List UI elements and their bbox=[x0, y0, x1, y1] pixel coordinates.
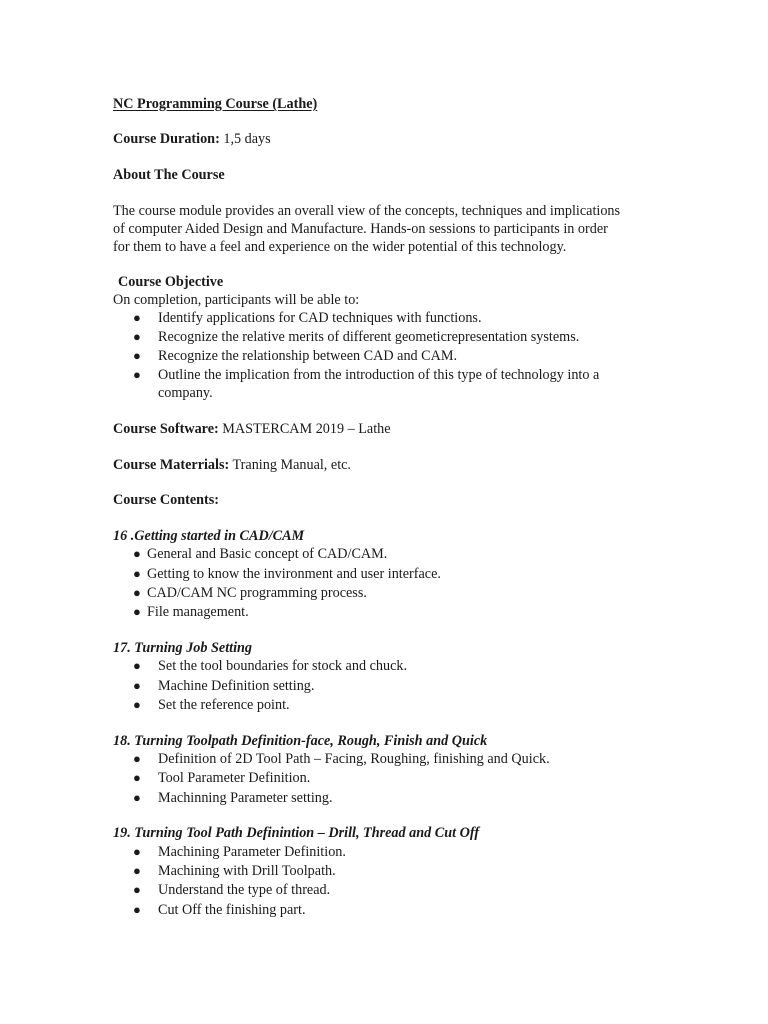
list-item-text: General and Basic concept of CAD/CAM. bbox=[147, 546, 388, 562]
list-item bbox=[133, 789, 333, 808]
list-item-text: Recognize the relative merits of different geometicrepresentation systems. bbox=[158, 329, 580, 345]
list-item bbox=[133, 328, 580, 347]
list-item-text: Outline the implication from the introduction of this type of technology into a bbox=[158, 367, 600, 383]
section-heading-19: 19. Turning Tool Path Definintion – Drill, Thread and Cut Off bbox=[113, 825, 480, 841]
list-item-continuation: company. bbox=[158, 385, 213, 401]
list-item-text: Machining Parameter Definition. bbox=[158, 844, 346, 860]
bullet-icon: ● bbox=[133, 790, 141, 805]
about-line-3: for them to have a feel and experience on the wider potential of this technology. bbox=[113, 239, 567, 255]
list-item-text: Machine Definition setting. bbox=[158, 678, 315, 694]
list-item bbox=[133, 750, 550, 769]
course-materials-label: Course Materrials: bbox=[113, 457, 230, 473]
list-item-text: File management. bbox=[147, 604, 249, 620]
list-item bbox=[133, 862, 336, 881]
list-item bbox=[133, 366, 600, 385]
bullet-icon: ● bbox=[133, 367, 141, 382]
list-item-text: Recognize the relationship between CAD and CAM. bbox=[158, 348, 458, 364]
list-item bbox=[133, 565, 441, 584]
list-item-text: Machining with Drill Toolpath. bbox=[158, 863, 336, 879]
bullet-icon: ● bbox=[133, 566, 141, 581]
objective-intro: On completion, participants will be able to: bbox=[113, 292, 360, 308]
list-item-text: CAD/CAM NC programming process. bbox=[147, 585, 367, 601]
list-item-text: Tool Parameter Definition. bbox=[158, 770, 311, 786]
bullet-icon: ● bbox=[133, 585, 141, 600]
about-line-1: The course module provides an overall view of the concepts, techniques and implications bbox=[113, 203, 621, 219]
list-item bbox=[133, 603, 249, 622]
list-item-text: Set the tool boundaries for stock and chuck. bbox=[158, 658, 408, 674]
about-line-2: of computer Aided Design and Manufacture. Hands-on sessions to participants in order bbox=[113, 221, 608, 237]
course-duration-value: 1,5 days bbox=[219, 131, 271, 147]
course-materials-value: Traning Manual, etc. bbox=[229, 457, 351, 473]
course-materials bbox=[113, 456, 351, 475]
course-software-value: MASTERCAM 2019 – Lathe bbox=[218, 421, 391, 437]
list-item bbox=[133, 657, 408, 676]
list-item-text: Cut Off the finishing part. bbox=[158, 902, 306, 918]
bullet-icon: ● bbox=[133, 844, 141, 859]
list-item-text: Getting to know the invironment and user interface. bbox=[147, 566, 441, 582]
bullet-icon: ● bbox=[133, 329, 141, 344]
bullet-icon: ● bbox=[133, 658, 141, 673]
section-heading-16: 16 .Getting started in CAD/CAM bbox=[113, 528, 305, 544]
contents-heading: Course Contents: bbox=[113, 492, 220, 508]
bullet-icon: ● bbox=[133, 678, 141, 693]
bullet-icon: ● bbox=[133, 770, 141, 785]
list-item bbox=[133, 309, 482, 328]
list-item-text: Understand the type of thread. bbox=[158, 882, 331, 898]
list-item-text: Definition of 2D Tool Path – Facing, Roughing, finishing and Quick. bbox=[158, 751, 550, 767]
list-item bbox=[133, 901, 306, 920]
bullet-icon: ● bbox=[133, 604, 141, 619]
list-item-text: Identify applications for CAD techniques with functions. bbox=[158, 310, 482, 326]
document-title: NC Programming Course (Lathe) bbox=[113, 96, 318, 112]
objective-heading: Course Objective bbox=[118, 274, 224, 290]
list-item bbox=[133, 881, 331, 900]
bullet-icon: ● bbox=[133, 751, 141, 766]
list-item-text: Set the reference point. bbox=[158, 697, 290, 713]
bullet-icon: ● bbox=[133, 310, 141, 325]
about-heading: About The Course bbox=[113, 167, 225, 183]
list-item bbox=[133, 677, 315, 696]
list-item bbox=[133, 696, 290, 715]
bullet-icon: ● bbox=[133, 546, 141, 561]
bullet-icon: ● bbox=[133, 863, 141, 878]
course-duration bbox=[113, 130, 271, 149]
section-heading-17: 17. Turning Job Setting bbox=[113, 640, 253, 656]
list-item bbox=[133, 347, 458, 366]
bullet-icon: ● bbox=[133, 348, 141, 363]
list-item bbox=[133, 843, 346, 862]
section-heading-18: 18. Turning Toolpath Definition-face, Rough, Finish and Quick bbox=[113, 733, 488, 749]
list-item bbox=[133, 584, 367, 603]
course-duration-label: Course Duration: bbox=[113, 131, 220, 147]
bullet-icon: ● bbox=[133, 697, 141, 712]
course-software-label: Course Software: bbox=[113, 421, 219, 437]
course-software bbox=[113, 420, 391, 439]
list-item-text: Machinning Parameter setting. bbox=[158, 790, 333, 806]
list-item bbox=[133, 545, 388, 564]
bullet-icon: ● bbox=[133, 902, 141, 917]
list-item bbox=[133, 769, 311, 788]
bullet-icon: ● bbox=[133, 882, 141, 897]
